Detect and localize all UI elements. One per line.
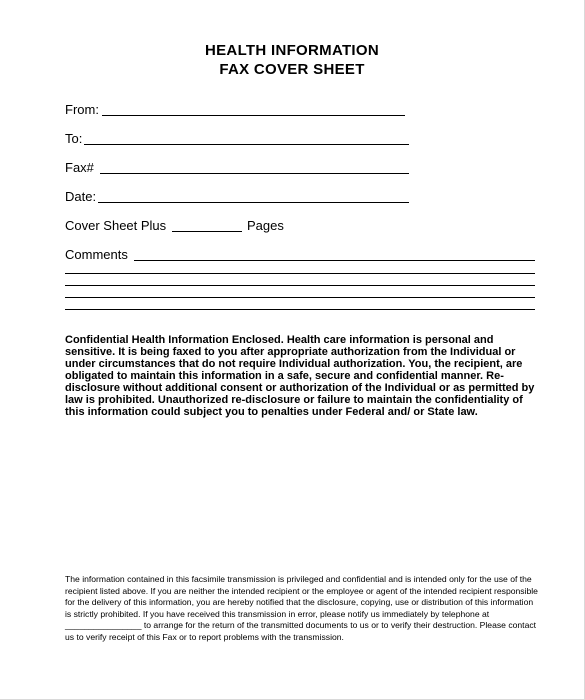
comments-label: Comments [65,247,128,262]
pages-label: Pages [247,218,284,233]
comments-field-line-4[interactable] [65,297,535,298]
comments-field-line-2[interactable] [65,273,535,274]
date-field-line[interactable] [98,202,409,203]
comments-field-line-5[interactable] [65,309,535,310]
transmission-disclaimer: The information contained in this facsimile transmission is privileged and confidential and is intended only for the use of the recipient listed above. If you are neither the intended recipient or the employee or agent of the intended recipient responsible for the delivery of this information, you are hereby notified that the disclosure, copying, use or distribution of this information is strictly prohibited. If you have received this transmission in error, please notify us immediately by telephone at ________________ to arrange for the return of the transmitted documents to us or to verify their destruction. Please contact us to verify receipt of this Fax or to report problems with the transmission. [65,574,538,642]
document-title-line1: HEALTH INFORMATION [205,42,379,59]
fax-field-line[interactable] [100,173,409,174]
document-title-line2: FAX COVER SHEET [219,61,365,78]
pages-count-field-line[interactable] [172,231,242,232]
from-field-line[interactable] [102,115,405,116]
comments-field-line-1[interactable] [134,260,535,261]
to-field-line[interactable] [84,144,409,145]
fax-label: Fax# [65,160,94,175]
cover-sheet-plus-label: Cover Sheet Plus [65,218,167,233]
from-label: From: [65,102,99,117]
date-label: Date: [65,189,97,204]
comments-field-line-3[interactable] [65,285,535,286]
to-label: To: [65,131,83,146]
confidential-notice: Confidential Health Information Enclosed. Health care information is personal and sensitive. It is being faxed to you after appropriate authorization from the Individual or under circumstances that do not require Individual authorization. You, the recipient, are obligated to maintain this information in a safe, secure and confidential manner. Re-disclosure without additional consent or authorization of the Individual or as permitted by law is prohibited. Unauthorized re-disclosure or failure to maintain the confidentiality of this information could subject you to penalties under Federal and/ or State law. [65,334,535,418]
